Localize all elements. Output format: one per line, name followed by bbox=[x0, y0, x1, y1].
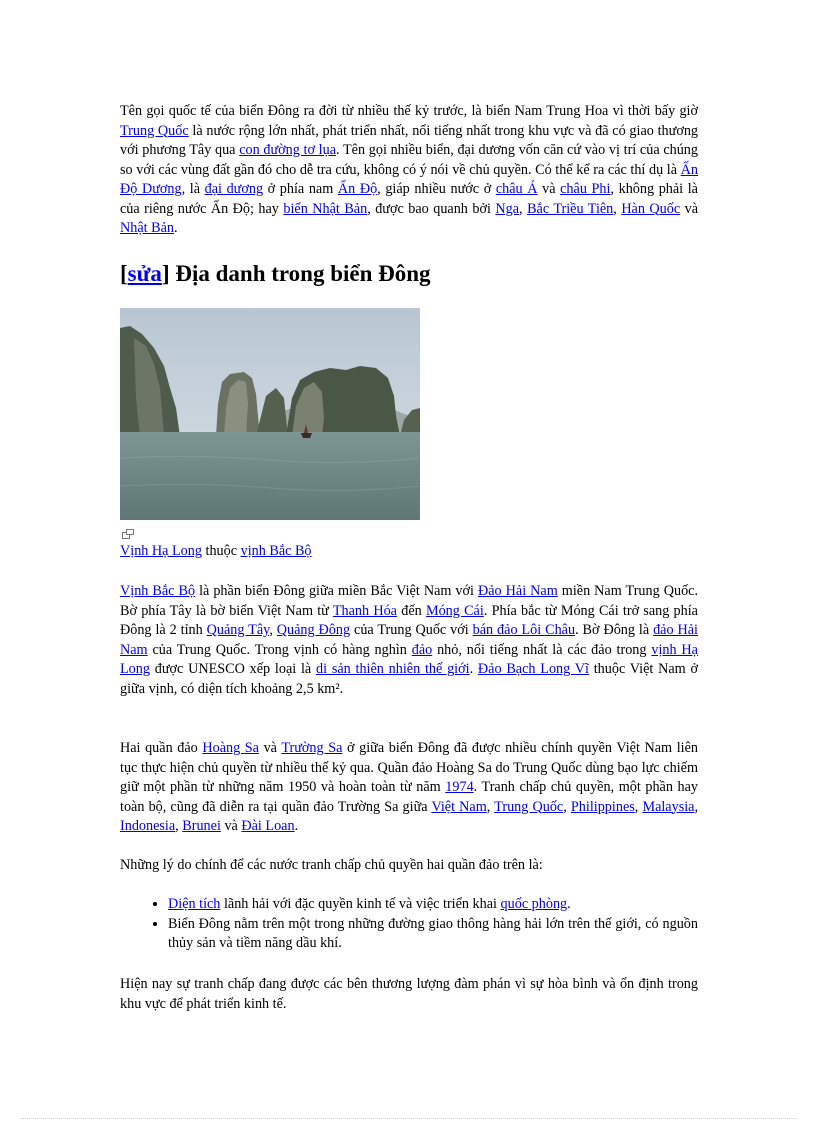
link-dien-tich[interactable]: Diện tích bbox=[168, 896, 221, 912]
link-philippines[interactable]: Philippines bbox=[570, 798, 635, 815]
link-vinh-bac-bo[interactable]: vịnh Bắc Bộ bbox=[240, 543, 312, 559]
text: . bbox=[294, 818, 299, 834]
link-vinh-ha-long[interactable]: Vịnh Hạ Long bbox=[120, 543, 202, 559]
paragraph-vinh-bac-bo bbox=[120, 582, 698, 699]
text: và bbox=[537, 181, 561, 197]
link-quang-tay[interactable]: Quảng Tây bbox=[206, 622, 270, 638]
link-nhat-ban[interactable]: Nhật Bản bbox=[120, 220, 174, 236]
link-1974[interactable]: 1974 bbox=[445, 779, 474, 795]
section-title: Địa danh trong biển Đông bbox=[169, 261, 431, 286]
link-nga[interactable]: Nga bbox=[495, 200, 520, 217]
text: của Trung Quốc. Trong vịnh có hàng nghìn bbox=[147, 641, 412, 658]
text: là nước rộng lớn nhất, phát triển nhất, nổi tiếng nhất trong khu vực và đã có giao thương với phương Tây qua bbox=[120, 122, 699, 158]
link-vinh-bac-bo[interactable]: Vịnh Bắc Bộ bbox=[120, 583, 196, 599]
page-bottom-divider bbox=[20, 1118, 796, 1119]
text: . Bờ Đông là bbox=[575, 622, 654, 638]
text: , được bao quanh bởi bbox=[367, 200, 496, 217]
link-thanh-hoa[interactable]: Thanh Hóa bbox=[332, 602, 397, 619]
text: , bbox=[634, 798, 643, 815]
text: được UNESCO xếp loại là bbox=[149, 661, 316, 677]
link-dao-hai-nam-2[interactable]: đảo Hải Nam bbox=[120, 622, 698, 658]
link-quoc-phong[interactable]: quốc phòng bbox=[500, 896, 568, 912]
link-chau-phi[interactable]: châu Phi bbox=[560, 181, 611, 197]
reasons-list bbox=[120, 895, 698, 954]
text: ở phía nam bbox=[263, 181, 338, 197]
text: lãnh hải với đặc quyền kinh tế và việc triển khai bbox=[220, 896, 501, 912]
link-di-san-thien-nhien[interactable]: di sản thiên nhiên thế giới bbox=[316, 661, 470, 677]
link-brunei[interactable]: Brunei bbox=[182, 818, 221, 834]
link-dai-loan[interactable]: Đài Loan bbox=[241, 818, 295, 834]
text: đến bbox=[396, 602, 426, 619]
link-dao[interactable]: đảo bbox=[411, 641, 433, 658]
link-hoang-sa[interactable]: Hoàng Sa bbox=[202, 740, 259, 756]
list-item: • Biển Đông nằm trên một trong những đường giao thông hàng hải lớn trên thế giới, có nguồn thủy sản và tiềm năng dầu khí. bbox=[168, 915, 698, 954]
text: , bbox=[519, 200, 528, 217]
paragraph-reasons-intro: Những lý do chính để các nước tranh chấp chủ quyền hai quần đảo trên là: bbox=[120, 857, 543, 873]
text: , bbox=[175, 818, 183, 834]
text: và bbox=[220, 818, 242, 834]
text: . Phía bắc từ Móng Cái trở sang phía Đông là 2 tỉnh bbox=[120, 602, 698, 638]
photo-caption bbox=[120, 542, 698, 562]
text: và bbox=[258, 740, 282, 756]
text: , bbox=[613, 200, 622, 217]
link-dai-duong[interactable]: đại dương bbox=[204, 181, 264, 197]
link-ban-dao-loi-chau[interactable]: bán đảo Lôi Châu bbox=[472, 622, 576, 638]
text: thuộc bbox=[201, 543, 241, 559]
link-trung-quoc[interactable]: Trung Quốc bbox=[120, 122, 189, 139]
link-chau-a[interactable]: châu Á bbox=[495, 181, 538, 197]
text: miền Nam Trung Quốc. Bờ phía Tây là bờ biển Việt Nam từ bbox=[120, 583, 699, 619]
link-indonesia[interactable]: Indonesia bbox=[120, 818, 176, 834]
text: . bbox=[173, 220, 178, 236]
text: . bbox=[469, 661, 478, 677]
link-mong-cai[interactable]: Móng Cái bbox=[425, 602, 484, 619]
link-trung-quoc-2[interactable]: Trung Quốc bbox=[494, 798, 564, 815]
paragraph-hoang-sa-truong-sa bbox=[120, 739, 698, 837]
text: , bbox=[694, 798, 699, 815]
link-bac-trieu-tien[interactable]: Bắc Triều Tiên bbox=[527, 200, 614, 217]
text: Tên gọi quốc tế của biển Đông ra đời từ nhiều thế kỷ trước, là biển Nam Trung Hoa vì thời bấy giờ bbox=[120, 103, 698, 119]
text: . bbox=[567, 896, 571, 912]
bracket-close: ] bbox=[161, 261, 170, 286]
ha-long-bay-illustration bbox=[120, 308, 420, 520]
text: và bbox=[680, 200, 699, 217]
text: thuộc Việt Nam ở giữa vịnh, có diện tích khoảng 2,5 km². bbox=[120, 661, 699, 697]
ha-long-bay-photo[interactable] bbox=[120, 308, 420, 520]
text: , bbox=[563, 798, 571, 815]
link-dao-bach-long-vi[interactable]: Đảo Bạch Long Vĩ bbox=[477, 661, 589, 677]
text: ở giữa biển Đông đã được nhiều chính quyền Việt Nam liên tục thực hiện chủ quyền từ nhiều thế kỷ qua. Quần đảo Hoàng Sa do Trung Quốc dùng bạo lực chiếm giữ một phần từ những năm 1950 và hoàn toàn từ năm bbox=[120, 740, 698, 795]
text: , là bbox=[181, 181, 205, 197]
paragraph-current-status: Hiện nay sự tranh chấp đang được các bên thương lượng đàm phán vì sự hòa bình và ổn định trong khu vực để phát triển kinh tế. bbox=[120, 976, 698, 1012]
section-heading bbox=[120, 258, 431, 290]
text: , bbox=[269, 622, 277, 638]
list-item bbox=[168, 895, 698, 915]
link-dao-hai-nam[interactable]: Đảo Hải Nam bbox=[478, 583, 558, 599]
link-quang-dong[interactable]: Quảng Đông bbox=[276, 622, 351, 638]
link-an-do[interactable]: Ấn Độ bbox=[337, 181, 378, 197]
link-an-do-duong[interactable]: Ấn Độ Dương bbox=[120, 161, 698, 197]
link-bien-nhat-ban[interactable]: biển Nhật Bản bbox=[283, 200, 368, 217]
edit-section-link[interactable]: sửa bbox=[127, 261, 162, 286]
text: nhỏ, nổi tiếng nhất là các đảo trong bbox=[432, 641, 652, 658]
text: Hai quần đảo bbox=[120, 740, 203, 756]
link-han-quoc[interactable]: Hàn Quốc bbox=[621, 200, 681, 217]
link-con-duong-to-lua[interactable]: con đường tơ lụa bbox=[239, 142, 337, 158]
text: là phần biển Đông giữa miền Bắc Việt Nam với bbox=[195, 583, 478, 599]
text: của Trung Quốc với bbox=[350, 622, 473, 638]
text: . Tranh chấp chủ quyền, một phần hay toàn bộ, cũng đã diễn ra tại quần đảo Trường Sa giữa bbox=[120, 779, 698, 815]
text: , bbox=[486, 798, 495, 815]
text: . Tên gọi nhiều biển, đại dương vốn căn cứ vào vị trí của chúng so với các vùng đất gần đó cho dễ tra cứu, không có ý nói về chủ quyền. Có thể kể ra các thí dụ là bbox=[120, 142, 698, 178]
link-truong-sa[interactable]: Trường Sa bbox=[281, 740, 343, 756]
link-malaysia[interactable]: Malaysia bbox=[642, 798, 695, 815]
text: , không phải là của riêng nước Ấn Độ; hay bbox=[120, 181, 698, 217]
text: , giáp nhiều nước ở bbox=[377, 181, 496, 197]
link-vinh-ha-long-2[interactable]: vịnh Hạ Long bbox=[120, 641, 698, 677]
paragraph-international-name bbox=[120, 102, 698, 239]
link-viet-nam[interactable]: Việt Nam bbox=[431, 798, 487, 815]
bracket-open: [ bbox=[120, 261, 128, 286]
enlarge-icon[interactable] bbox=[122, 529, 134, 539]
